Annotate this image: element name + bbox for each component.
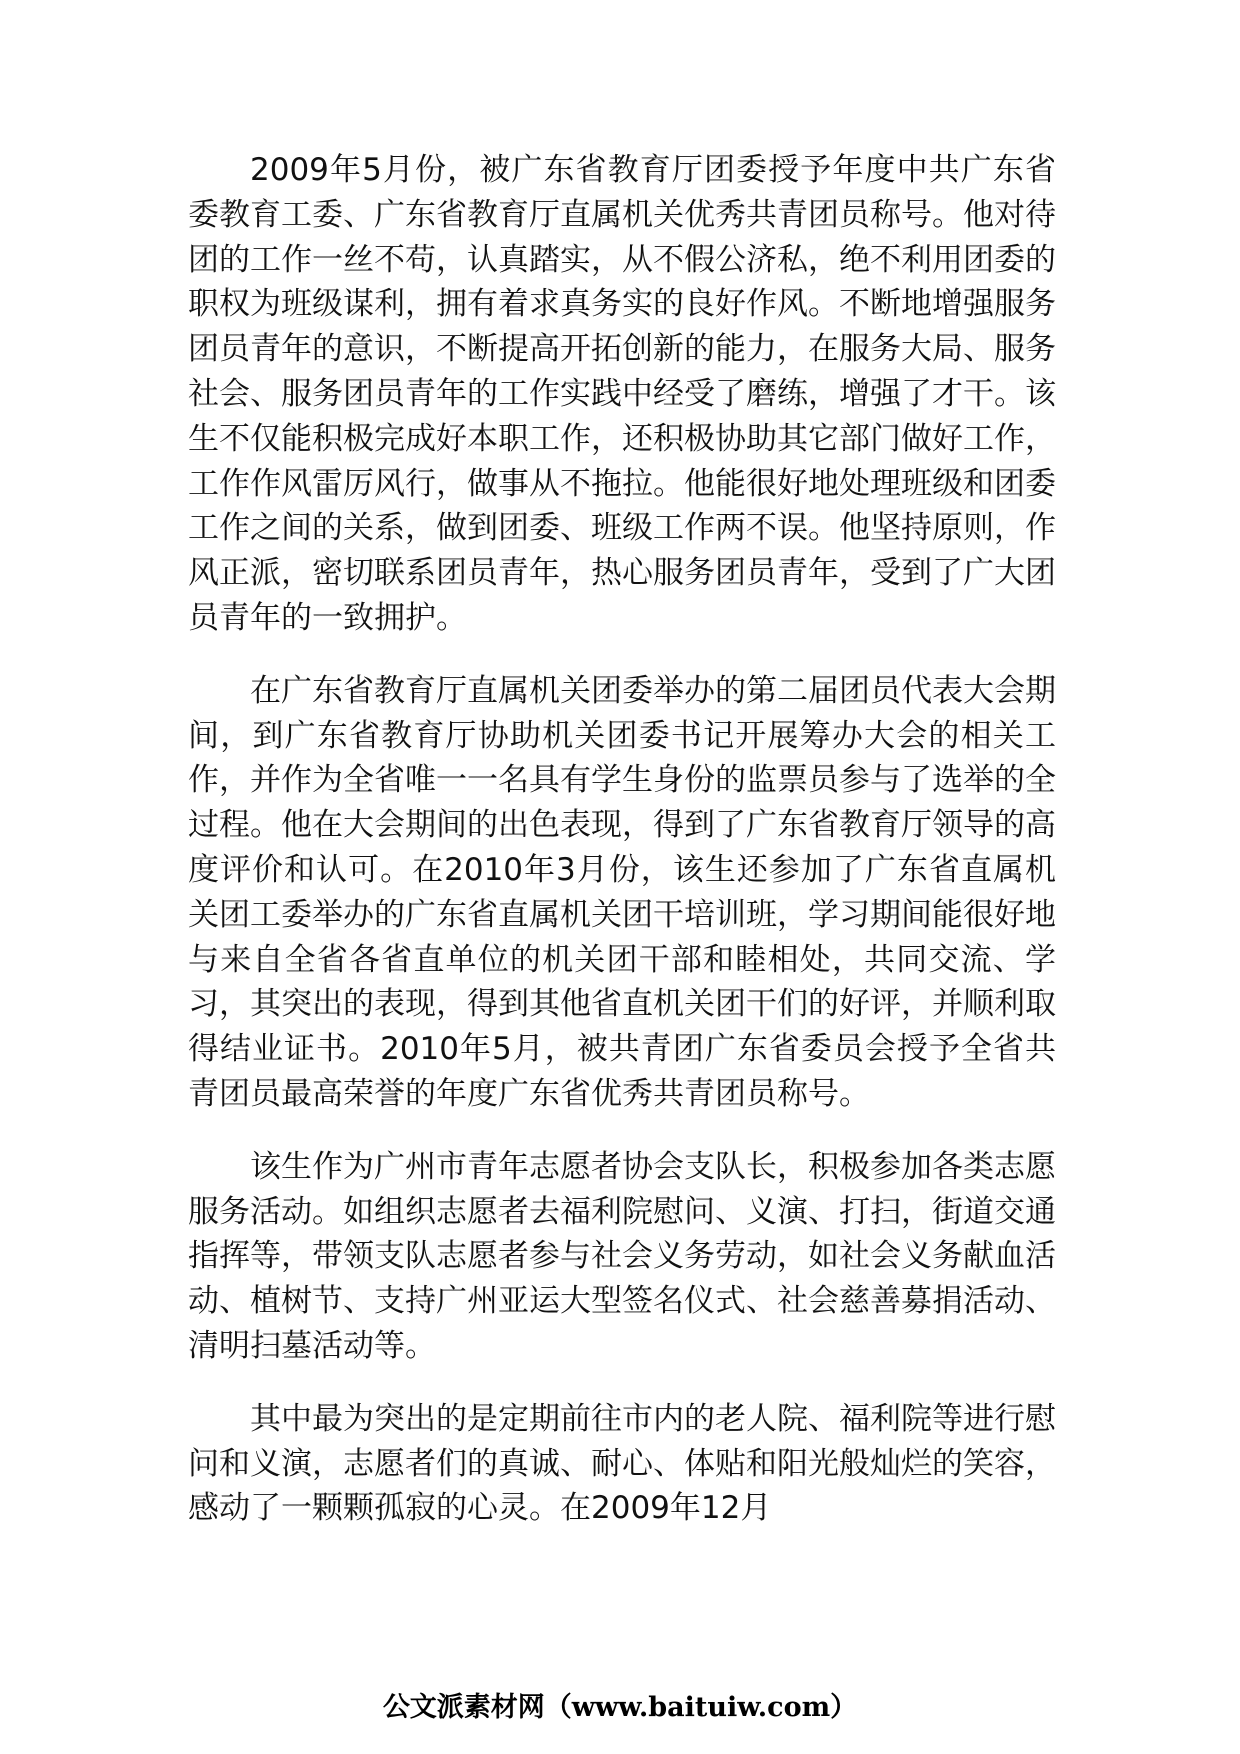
paragraph-3: 该生作为广州市青年志愿者协会支队长，积极参加各类志愿服务活动。如组织志愿者去福利院慰问、义演、打扫，街道交通指挥等，带领支队志愿者参与社会义务劳动，如社会义务献血活动、植树节、支持广州亚运大型签名仪式、社会慈善募捐活动、清明扫墓活动等。 xyxy=(188,1148,1056,1364)
paragraph-4: 其中最为突出的是定期前往市内的老人院、福利院等进行慰问和义演，志愿者们的真诚、耐心、体贴和阳光般灿烂的笑容，感动了一颗颗孤寂的心灵。在2009年12月 xyxy=(188,1400,1056,1527)
document-body xyxy=(188,148,1056,1559)
paragraph-1: 2009年5月份，被广东省教育厅团委授予年度中共广东省委教育工委、广东省教育厅直属机关优秀共青团员称号。他对待团的工作一丝不苟，认真踏实，从不假公济私，绝不利用团委的职权为班级谋利，拥有着求真务实的良好作风。不断地增强服务团员青年的意识，不断提高开拓创新的能力，在服务大局、服务社会、服务团员青年的工作实践中经受了磨练，增强了才干。该生不仅能积极完成好本职工作，还积极协助其它部门做好工作，工作作风雷厉风行，做事从不拖拉。他能很好地处理班级和团委工作之间的关系，做到团委、班级工作两不误。他坚持原则，作风正派，密切联系团员青年，热心服务团员青年，受到了广大团员青年的一致拥护。 xyxy=(188,152,1056,636)
footer-watermark: 公文派素材网（www.baituiw.com） xyxy=(382,1692,858,1723)
paragraph-2: 在广东省教育厅直属机关团委举办的第二届团员代表大会期间，到广东省教育厅协助机关团委书记开展筹办大会的相关工作，并作为全省唯一一名具有学生身份的监票员参与了选举的全过程。他在大会期间的出色表现，得到了广东省教育厅领导的高度评价和认可。在2010年3月份，该生还参加了广东省直属机关团工委举办的广东省直属机关团干培训班，学习期间能很好地与来自全省各省直单位的机关团干部和睦相处，共同交流、学习，其突出的表现，得到其他省直机关团干们的好评，并顺利取得结业证书。2010年5月，被共青团广东省委员会授予全省共青团员最高荣誉的年度广东省优秀共青团员称号。 xyxy=(188,672,1056,1112)
